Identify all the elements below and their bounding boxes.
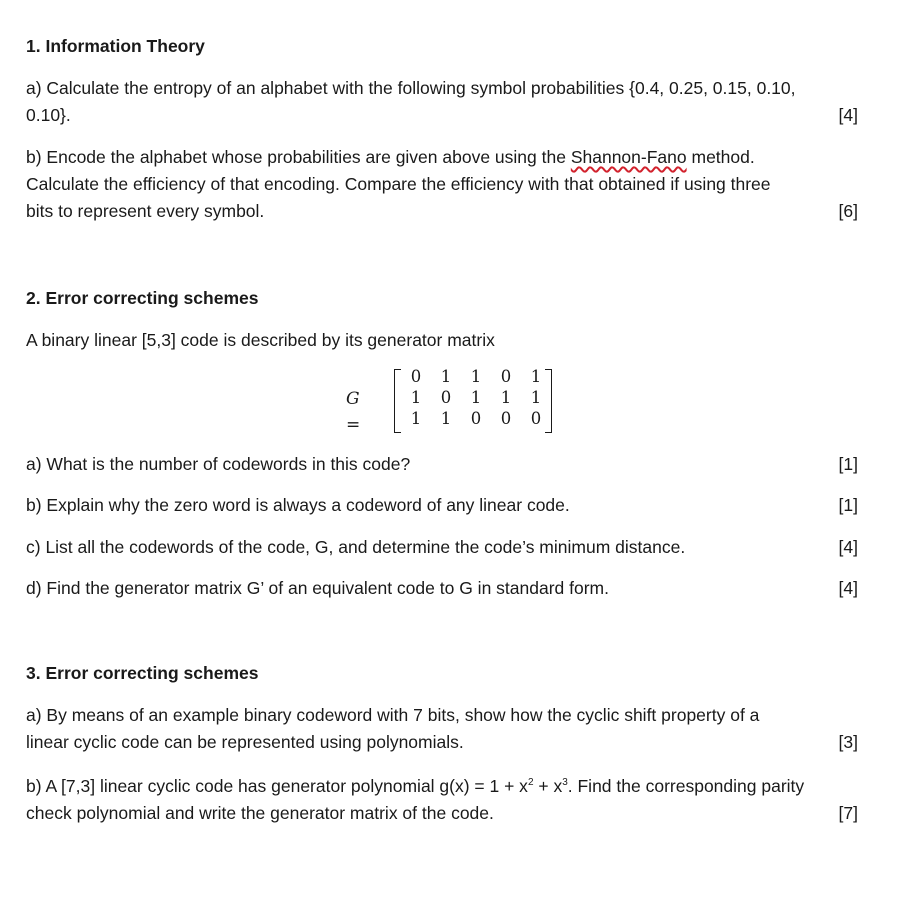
matrix-row-1	[401, 366, 551, 387]
q3a-line1: a) By means of an example binary codeword with 7 bits, show how the cyclic shift property of a	[26, 705, 760, 725]
q2a-marks: [1]	[838, 454, 858, 474]
q1b-line1-suffix: method.	[686, 147, 755, 167]
q3-heading: 3. Error correcting schemes	[26, 663, 259, 683]
q1b-marks: [6]	[838, 201, 858, 221]
exponent: 3	[562, 777, 568, 788]
q1-heading: 1. Information Theory	[26, 36, 205, 56]
left-bracket	[394, 369, 401, 433]
matrix-cell: 1	[470, 388, 482, 407]
matrix-cell: 0	[440, 388, 452, 407]
q1a-line2: 0.10}.	[26, 105, 71, 125]
matrix-cell: 1	[410, 409, 422, 428]
q3b-line1-mid: + x	[533, 776, 563, 796]
q2-heading: 2. Error correcting schemes	[26, 288, 259, 308]
q2b-marks: [1]	[838, 495, 858, 515]
q2d-marks: [4]	[838, 578, 858, 598]
q2a-text: a) What is the number of codewords in this code?	[26, 454, 411, 474]
matrix-cell: 0	[470, 409, 482, 428]
q1a-line1: a) Calculate the entropy of an alphabet with the following symbol probabilities {0.4, 0.25, 0.15, 0.10,	[26, 78, 796, 98]
q3b-line1	[26, 773, 804, 799]
exponent: 2	[527, 777, 534, 788]
q2d-text: d) Find the generator matrix G’ of an equivalent code to G in standard form.	[26, 578, 609, 598]
matrix-cell: 0	[410, 367, 422, 386]
matrix-cell: 1	[470, 367, 482, 386]
q2c-marks: [4]	[838, 537, 858, 557]
matrix-cell: 1	[440, 367, 452, 386]
matrix-cell: 1	[530, 367, 542, 386]
q3b-line2: check polynomial and write the generator matrix of the code.	[26, 803, 494, 823]
right-bracket	[545, 369, 552, 433]
q2b-text: b) Explain why the zero word is always a codeword of any linear code.	[26, 495, 570, 515]
matrix-cell: 0	[500, 367, 512, 386]
q2c-text: c) List all the codewords of the code, G, and determine the code’s minimum distance.	[26, 537, 686, 557]
q1b-line1-prefix: b) Encode the alphabet whose probabilities are given above using the	[26, 147, 571, 167]
matrix-cell: 1	[440, 409, 452, 428]
q1b-line2: Calculate the efficiency of that encoding. Compare the efficiency with that obtained if using three	[26, 174, 771, 194]
matrix-label: G =	[346, 389, 361, 435]
q3b-line1-post: . Find the corresponding parity	[567, 776, 805, 796]
q1b-line1	[26, 144, 755, 170]
q3b-marks: [7]	[838, 803, 858, 823]
matrix-cell: 1	[410, 388, 422, 407]
q3a-marks: [3]	[838, 732, 858, 752]
q2-intro: A binary linear [5,3] code is described by its generator matrix	[26, 330, 495, 350]
matrix-cell: 0	[530, 409, 542, 428]
matrix-cell: 1	[530, 388, 542, 407]
matrix-row-2	[401, 387, 551, 408]
q3b-line1-pre: b) A [7,3] linear cyclic code has generator polynomial g(x) = 1 + x	[26, 776, 528, 796]
spellcheck-word[interactable]: Shannon-Fano	[570, 147, 687, 167]
matrix-row-3	[401, 408, 551, 429]
q1a-marks: [4]	[838, 105, 858, 125]
matrix-cell: 1	[500, 388, 512, 407]
matrix-cell: 0	[500, 409, 512, 428]
q1b-line3: bits to represent every symbol.	[26, 201, 265, 221]
q3a-line2: linear cyclic code can be represented using polynomials.	[26, 732, 464, 752]
